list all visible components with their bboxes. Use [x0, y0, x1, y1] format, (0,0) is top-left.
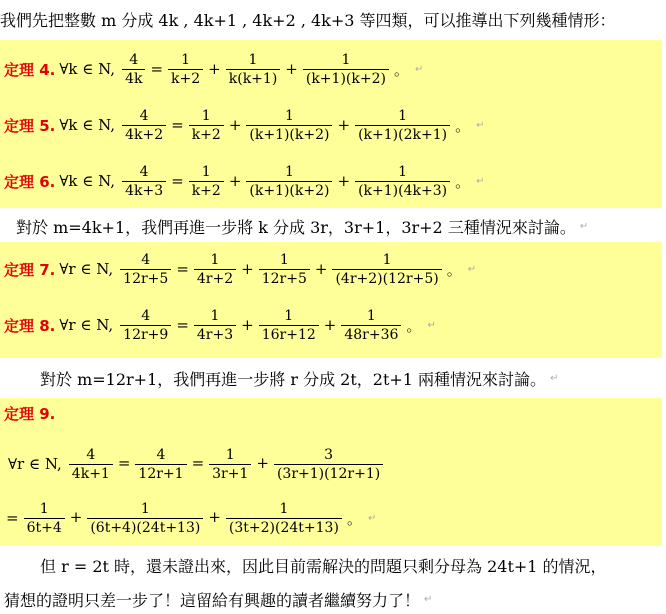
- lhs-fraction-denominator: 12r+9: [120, 325, 171, 344]
- theorem-label: 定理 6.: [4, 172, 56, 191]
- lhs-fraction: [120, 251, 171, 288]
- term-fraction-denominator: 12r+5: [259, 269, 310, 288]
- lhs-fraction-denominator: 4k+3: [122, 181, 166, 200]
- theorem-9-fraction-denominator: 12r+1: [135, 464, 186, 483]
- closing-line-1: 但 r = 2t 時，還未證出來，因此目前需解決的問題只剩分母為 24t+1 的情況，: [40, 556, 607, 576]
- paragraph-m-12r1: [40, 366, 666, 390]
- term-fraction: [194, 307, 236, 344]
- theorem-5: 定理 5. ∀k ∈ N, $\frac{4}{4k+2}$ = $\frac{1}{k+2}$ + $\frac{1}{(k+1)(k+2)}$ + $\frac{1}{(k+1)(2k+1)}$ 。 ↵: [4, 107, 485, 143]
- intro-text: 我們先把整數 m 分成 4k , 4k+1 , 4k+2 , 4k+3 等四類，可以推導出下列幾種情形：: [0, 10, 616, 30]
- term-fraction: [189, 163, 224, 200]
- paragraph-mark: ↵: [424, 593, 433, 605]
- term-fraction-denominator: (k+1)(k+2): [303, 69, 389, 88]
- paragraph-m-12r1-text: 對於 m=12r+1，我們再進一步將 r 分成 2t，2t+1 兩種情況來討論。: [40, 369, 547, 389]
- theorem-9-label-row: [4, 400, 55, 426]
- lhs-fraction: [120, 307, 171, 344]
- term-fraction-numerator: 1: [181, 51, 191, 68]
- term-fraction: [259, 251, 310, 288]
- theorem-quantifier: ∀k ∈ N,: [59, 172, 116, 190]
- theorem-end: 。: [455, 172, 471, 191]
- term-fraction-numerator: 1: [248, 51, 258, 68]
- term-fraction-numerator: 1: [382, 251, 392, 268]
- term-fraction-denominator: 4r+2: [194, 269, 236, 288]
- theorem-9-fraction-denominator: 4k+1: [69, 464, 113, 483]
- term-fraction-denominator: 48r+36: [341, 325, 401, 344]
- theorem-9-fraction: [226, 500, 342, 537]
- term-fraction-denominator: (k+1)(k+2): [246, 181, 332, 200]
- lhs-fraction-numerator: 4: [141, 251, 151, 268]
- theorem-quantifier: ∀r ∈ N,: [59, 316, 114, 334]
- paragraph-m-4k1-text: 對於 m=4k+1，我們再進一步將 k 分成 3r，3r+1，3r+2 三種情況來討論。: [16, 217, 576, 237]
- term-fraction-numerator: 1: [284, 163, 294, 180]
- term-fraction-denominator: (k+1)(k+2): [246, 125, 332, 144]
- term-fraction-denominator: k+2: [168, 69, 203, 88]
- lhs-fraction-denominator: 4k+2: [122, 125, 166, 144]
- term-fraction: [226, 51, 281, 88]
- term-fraction-denominator: (k+1)(4k+3): [355, 181, 450, 200]
- theorem-quantifier: ∀k ∈ N,: [59, 60, 116, 78]
- theorem-label: 定理 8.: [4, 316, 56, 335]
- lhs-fraction-numerator: 4: [139, 107, 149, 124]
- term-fraction: [341, 307, 401, 344]
- term-fraction: [332, 251, 441, 288]
- theorem-label: 定理 4.: [4, 60, 56, 79]
- term-fraction-numerator: 1: [398, 107, 408, 124]
- term-fraction-denominator: k+2: [189, 125, 224, 144]
- lhs-fraction: [122, 51, 145, 88]
- theorem-quantifier: ∀r ∈ N,: [59, 260, 114, 278]
- term-fraction: [303, 51, 389, 88]
- theorem-9-fraction-numerator: 4: [86, 446, 96, 463]
- paragraph-mark: ↵: [579, 220, 589, 232]
- theorem-9-fraction-denominator: 3r+1: [209, 464, 251, 483]
- term-fraction: [168, 51, 203, 88]
- paragraph-mark: ↵: [414, 63, 424, 75]
- theorem-label: 定理 7.: [4, 260, 56, 279]
- theorem-9-fraction-numerator: 1: [225, 446, 235, 463]
- theorem-9-fraction: [87, 500, 203, 537]
- term-fraction-numerator: 1: [284, 107, 294, 124]
- term-fraction: [246, 107, 332, 144]
- term-fraction: [194, 251, 236, 288]
- closing-line-2-text: 猜想的證明只差一步了！這留給有興趣的讀者繼續努力了！: [4, 590, 421, 610]
- theorem-7: 定理 7. ∀r ∈ N, $\frac{4}{12r+5}$ = $\frac{1}{4r+2}$ + $\frac{1}{12r+5}$ + $\frac{1}{(4r+2)(12r+5)}$ 。 ↵: [4, 251, 477, 287]
- theorem-end: 。: [455, 116, 471, 135]
- theorem-9-fraction-numerator: 1: [39, 500, 49, 517]
- term-fraction: [259, 307, 319, 344]
- theorem-9-quantifier: ∀r ∈ N,: [8, 455, 62, 473]
- theorem-9-fraction-numerator: 1: [140, 500, 150, 517]
- paragraph-mark: ↵: [550, 372, 559, 384]
- term-fraction-numerator: 1: [201, 163, 211, 180]
- lhs-fraction-denominator: 4k: [122, 69, 145, 88]
- theorem-9-fraction: [274, 446, 383, 483]
- theorem-label: 定理 5.: [4, 116, 56, 135]
- paragraph-mark: ↵: [427, 319, 436, 331]
- theorem-9-fraction-denominator: (6t+4)(24t+13): [87, 518, 203, 537]
- lhs-fraction-numerator: 4: [141, 307, 151, 324]
- term-fraction-numerator: 1: [279, 251, 289, 268]
- term-fraction-denominator: k+2: [189, 181, 224, 200]
- theorem-9-label: 定理 9.: [4, 404, 56, 423]
- term-fraction-denominator: 4r+3: [194, 325, 236, 344]
- theorem-9-fraction: [209, 446, 251, 483]
- theorem-9-fraction-denominator: (3r+1)(12r+1): [274, 464, 383, 483]
- term-fraction-numerator: 1: [210, 251, 220, 268]
- theorem-9-line-2: = $\frac{1}{6t+4}$ + $\frac{1}{(6t+4)(24t+13)}$ + $\frac{1}{(3t+2)(24t+13)}$ 。 ↵: [6, 500, 377, 536]
- term-fraction-denominator: (4r+2)(12r+5): [332, 269, 441, 288]
- theorem-9-fraction-denominator: 6t+4: [24, 518, 65, 537]
- theorem-end: 。: [406, 316, 422, 335]
- theorem-9-fraction-numerator: 3: [324, 446, 334, 463]
- term-fraction: [246, 163, 332, 200]
- term-fraction-numerator: 1: [341, 51, 351, 68]
- term-fraction-numerator: 1: [284, 307, 294, 324]
- term-fraction-numerator: 1: [398, 163, 408, 180]
- term-fraction-numerator: 1: [201, 107, 211, 124]
- term-fraction-numerator: 1: [366, 307, 376, 324]
- paragraph-m-4k1: [16, 214, 666, 238]
- theorem-quantifier: ∀k ∈ N,: [59, 116, 116, 134]
- paragraph-mark: ↵: [367, 512, 377, 524]
- theorem-9-line-1: ∀r ∈ N, $\frac{4}{4k+1}$ = $\frac{4}{12r+1}$ = $\frac{1}{3r+1}$ + $\frac{3}{(3r+1)(12r+1)}$: [4, 442, 386, 486]
- term-fraction-numerator: 1: [210, 307, 220, 324]
- lhs-fraction-denominator: 12r+5: [120, 269, 171, 288]
- theorem-9-fraction: [24, 500, 65, 537]
- theorem-9-fraction-numerator: 4: [156, 446, 166, 463]
- theorem-9-fraction-numerator: 1: [279, 500, 289, 517]
- lhs-fraction-numerator: 4: [139, 163, 149, 180]
- theorem-9-fraction: [135, 446, 186, 483]
- term-fraction: [189, 107, 224, 144]
- theorem-8: 定理 8. ∀r ∈ N, $\frac{4}{12r+9}$ = $\frac{1}{4r+3}$ + $\frac{1}{16r+12}$ + $\frac{1}{48r+36}$ 。 ↵: [4, 307, 436, 343]
- theorem-end: 。: [446, 260, 462, 279]
- paragraph-mark: ↵: [467, 263, 477, 275]
- theorem-9-end: 。: [346, 509, 362, 528]
- term-fraction: [355, 163, 450, 200]
- lhs-fraction: [122, 163, 166, 200]
- theorem-6: 定理 6. ∀k ∈ N, $\frac{4}{4k+3}$ = $\frac{1}{k+2}$ + $\frac{1}{(k+1)(k+2)}$ + $\frac{1}{(k+1)(4k+3)}$ 。 ↵: [4, 163, 485, 199]
- theorem-9-fraction: [69, 446, 113, 483]
- term-fraction-denominator: (k+1)(2k+1): [355, 125, 450, 144]
- term-fraction: [355, 107, 450, 144]
- theorem-4: 定理 4. ∀k ∈ N, $\frac{4}{4k}$ = $\frac{1}{k+2}$ + $\frac{1}{k(k+1)}$ + $\frac{1}{(k+1)(k+2)}$ 。 ↵: [4, 51, 424, 87]
- term-fraction-denominator: k(k+1): [226, 69, 281, 88]
- lhs-fraction: [122, 107, 166, 144]
- closing-line-2: [4, 586, 666, 612]
- paragraph-mark: ↵: [476, 119, 485, 131]
- theorem-9-fraction-denominator: (3t+2)(24t+13): [226, 518, 342, 537]
- term-fraction-denominator: 16r+12: [259, 325, 319, 344]
- theorem-end: 。: [393, 60, 409, 79]
- lhs-fraction-numerator: 4: [129, 51, 139, 68]
- paragraph-mark: ↵: [476, 175, 485, 187]
